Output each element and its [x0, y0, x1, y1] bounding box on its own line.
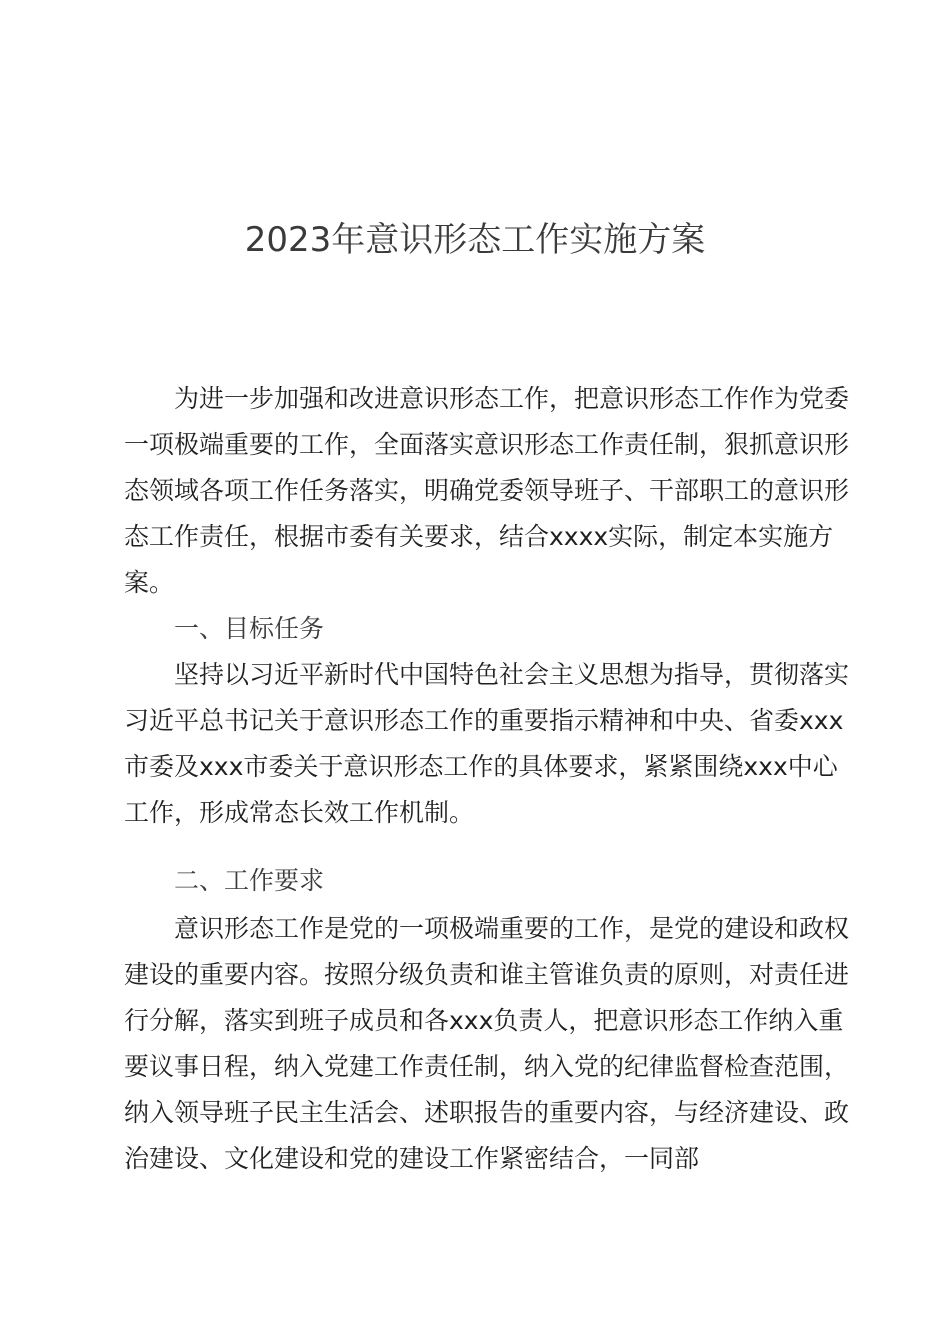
goals-paragraph: 坚持以习近平新时代中国特色社会主义思想为指导，贯彻落实习近平总书记关于意识形态工作的重要指示精神和中央、省委xxx市委及xxx市委关于意识形态工作的具体要求，紧紧围绕xxx中心工作，形成常态长效工作机制。 [124, 660, 850, 827]
document-title: 2023年意识形态工作实施方案 [244, 220, 706, 260]
intro-paragraph: 为进一步加强和改进意识形态工作，把意识形态工作作为党委一项极端重要的工作，全面落实意识形态工作责任制，狠抓意识形态领域各项工作任务落实，明确党委领导班子、干部职工的意识形态工作责任，根据市委有关要求，结合xxxx实际，制定本实施方案。 [124, 384, 850, 597]
section-heading-requirements: 二、工作要求 [174, 866, 325, 895]
section-heading-goals: 一、目标任务 [174, 614, 325, 643]
requirements-paragraph: 意识形态工作是党的一项极端重要的工作，是党的建设和政权建设的重要内容。按照分级负责和谁主管谁负责的原则，对责任进行分解，落实到班子成员和各xxx负责人，把意识形态工作纳入重要议事日程，纳入党建工作责任制，纳入党的纪律监督检查范围，纳入领导班子民主生活会、述职报告的重要内容，与经济建设、政治建设、文化建设和党的建设工作紧密结合，一同部 [124, 914, 850, 1173]
